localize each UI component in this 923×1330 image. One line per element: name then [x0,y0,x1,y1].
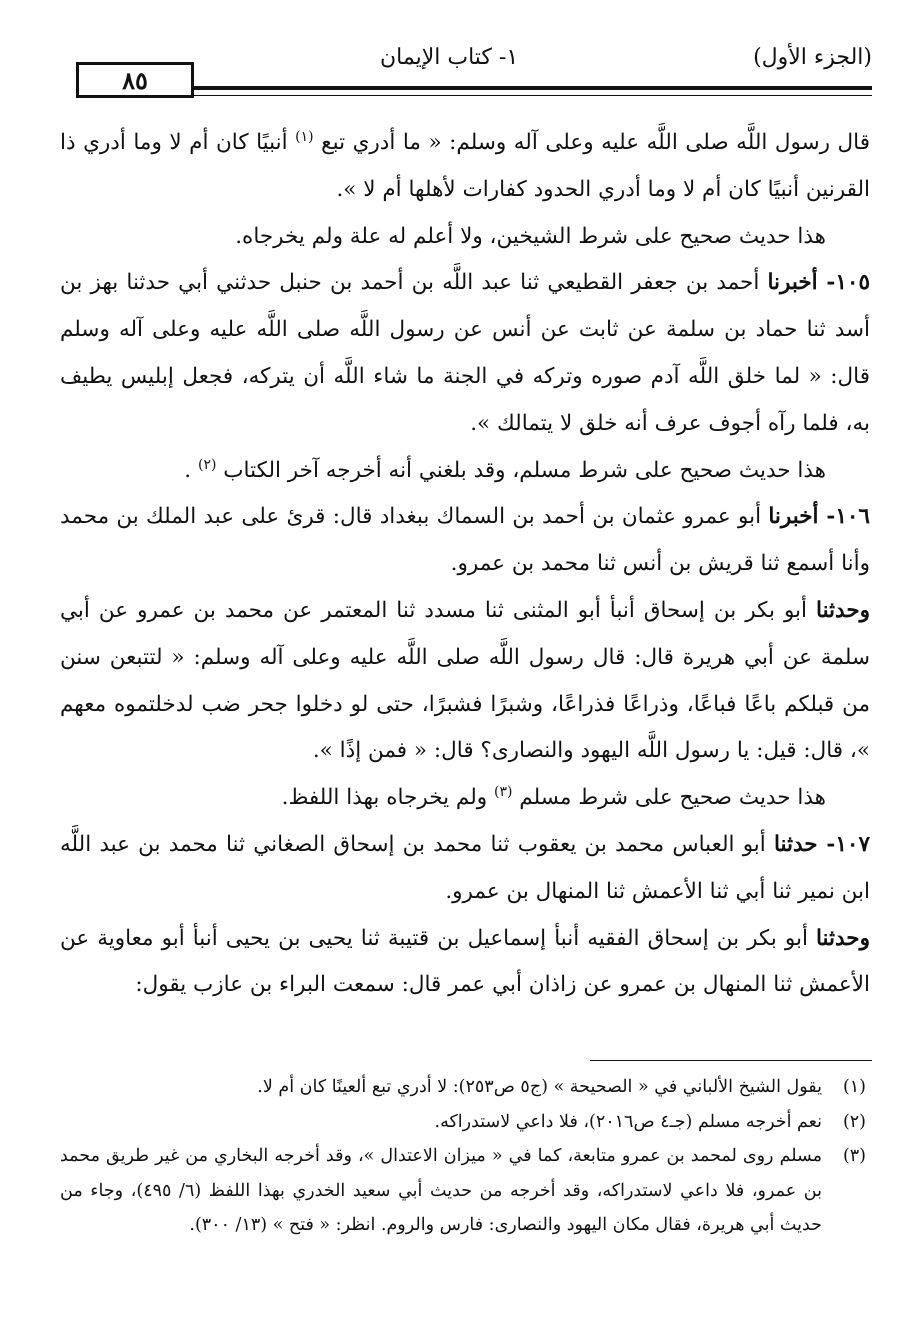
footnote-1-number: (١) [842,1077,866,1097]
paragraph-1 [60,120,870,214]
paragraph-9 [60,916,870,1010]
footnote-ref-3: (٣) [493,784,513,800]
main-text [60,120,870,1009]
footnotes [60,1070,872,1243]
hadith-105-lead: ١٠٥- أخبرنا [767,270,870,296]
p7-text-b: ولم يخرجاه بهذا اللفظ. [281,785,488,811]
p6-text: أبو بكر بن إسحاق أنبأ أبو المثنى ثنا مسدد ثنا المعتمر عن محمد بن عمرو عن أبي سلمة عن أبي هريرة قال: قال رسول اللَّه صلى اللَّه عليه وعلى آله وسلم: « لتتبعن سنن من قبلكم باعًا فباعًا، وذراعًا فذراعًا، وشبرًا فشبرًا، حتى لو دخلوا جحر ضب لدخلتموه معهم »، قال: قيل: يا رسول اللَّه اليهود والنصارى؟ قال: « فمن إذًا ». [60,597,870,764]
footnote-2-number: (٢) [842,1111,866,1132]
hadith-107-text: أبو العباس محمد بن يعقوب ثنا محمد بن إسحاق الصغاني ثنا محمد بن عبد اللَّه ابن نمير ثنا أبي ثنا الأعمش ثنا المنهال بن عمرو. [60,831,870,904]
p7-text-a: هذا حديث صحيح على شرط مسلم [519,785,826,811]
header-rule-thick [194,86,872,90]
part-title: (الجزء الأول) [753,45,872,70]
paragraph-4 [60,448,870,495]
hadith-105 [60,260,870,447]
p1-text-b: أنبيًا كان أم لا وما أدري ذا القرنين أنبيًا كان أم لا وما أدري الحدود كفارات لأهلها أم لا ». [60,130,870,202]
hadith-106 [60,494,870,588]
footnote-1-text: يقول الشيخ الألباني في « الصحيحة » (ج٥ ص٢٥٣): لا أدري تبع ألعينًا كان أم لا. [257,1077,822,1097]
paragraph-2 [60,214,870,261]
footnote-1 [60,1070,872,1105]
chapter-title: ١- كتاب الإيمان [380,45,519,70]
p4-text-b: . [184,457,192,483]
p1-text-a: قال رسول اللَّه صلى اللَّه عليه وعلى آله وسلم: « ما أدري تبع [321,130,870,155]
footnote-3-text: مسلم روى لمحمد بن عمرو متابعة، كما في « ميزان الاعتدال »، وقد أخرجه البخاري من غير طريق محمد بن عمرو، فلا داعي لاستدراكه، وقد أخرجه من حديث أبي سعيد الخدري بهذا اللفظ (٦/ ٤٩٥)، وجاء من حديث أبي هريرة، فقال مكان اليهود والنصارى: فارس والروم. انظر: « فتح » (١٣/ ٣٠٠). [60,1146,822,1235]
footnote-ref-2: (٢) [197,456,217,473]
footnote-3 [60,1139,872,1243]
hadith-106-lead: ١٠٦- أخبرنا [768,504,870,530]
hadith-107 [60,822,870,916]
p9-text: أبو بكر بن إسحاق الفقيه أنبأ إسماعيل بن قتيبة ثنا يحيى بن يحيى أنبأ أبو معاوية عن الأعمش ثنا المنهال بن عمرو عن زاذان أبي عمر قال: سمعت البراء بن عازب يقول: [60,925,870,998]
footnote-ref-1: (١) [295,128,314,145]
hadith-105-text: أحمد بن جعفر القطيعي ثنا عبد اللَّه بن أحمد بن حنبل حدثني أبي حدثنا بهز بن أسد ثنا حماد بن سلمة عن ثابت عن أنس عن رسول اللَّه صلى اللَّه عليه وعلى آله وسلم قال: « لما خلق اللَّه آدم صوره وتركه في الجنة ما شاء اللَّه أن يتركه، فجعل إبليس يطيف به، فلما رآه أجوف عرف أنه خلق لا يتمالك ». [60,270,870,436]
p9-lead: وحدثنا [816,925,870,951]
footnote-3-number: (٣) [842,1146,866,1166]
paragraph-6 [60,588,870,775]
p6-lead: وحدثنا [816,597,870,623]
footnote-2 [60,1105,872,1140]
hadith-106-text: أبو عمرو عثمان بن أحمد بن السماك ببغداد قال: قرئ على عبد الملك بن محمد وأنا أسمع ثنا قريش بن أنس ثنا محمد بن عمرو. [60,504,870,577]
footnote-separator [590,1060,872,1061]
page-number: ٨٥ [122,65,148,95]
footnote-2-text: نعم أخرجه مسلم (جـ٤ ص٢٠١٦)، فلا داعي لاستدراكه. [434,1111,822,1132]
page-header [62,40,872,110]
page-number-box [76,62,194,98]
hadith-107-lead: ١٠٧- حدثنا [773,831,871,857]
p2-text: هذا حديث صحيح على شرط الشيخين، ولا أعلم له علة ولم يخرجاه. [235,223,826,249]
paragraph-7 [60,775,870,822]
header-rule-thin [194,95,872,96]
p4-text-a: هذا حديث صحيح على شرط مسلم، وقد بلغني أنه أخرجه آخر الكتاب [223,457,826,483]
